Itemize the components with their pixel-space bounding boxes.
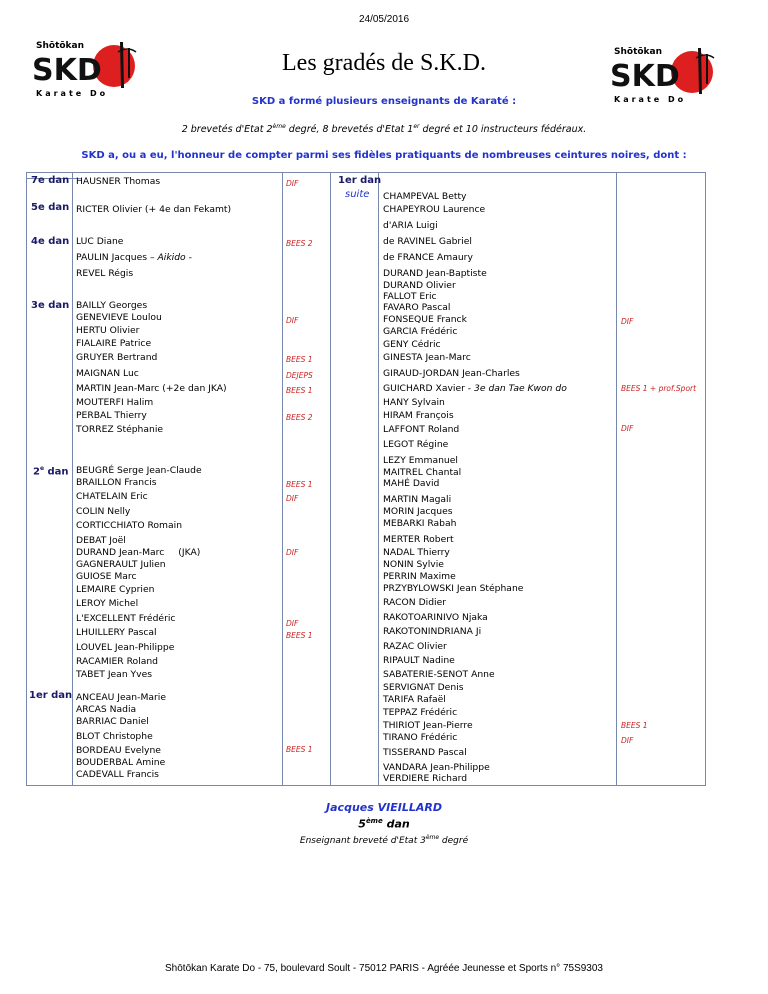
member-name: BEUGRÉ Serge Jean-Claude bbox=[76, 465, 202, 476]
qualification: BEES 1 bbox=[286, 480, 313, 489]
member-name: FALLOT Eric bbox=[383, 291, 437, 302]
member-name: GUICHARD Xavier - 3e dan Tae Kwon do bbox=[383, 383, 567, 394]
dan-4-label: 4e dan bbox=[31, 236, 70, 247]
member-name: LUC Diane bbox=[76, 236, 124, 247]
qualification: DIF bbox=[621, 736, 634, 745]
member-name: MARTIN Jean-Marc (+2e dan JKA) bbox=[76, 383, 227, 394]
page-title: Les gradés de S.K.D. bbox=[282, 50, 486, 76]
dan-1-label: 1er dan bbox=[29, 690, 73, 701]
qualification: DIF bbox=[621, 424, 634, 433]
member-name: PRZYBYLOWSKI Jean Stéphane bbox=[383, 583, 524, 594]
qualification: BEES 1 bbox=[621, 721, 648, 730]
member-name: MORIN Jacques bbox=[383, 506, 453, 517]
dan-1-continued-label: 1er dan bbox=[338, 175, 382, 186]
teacher-certification: Enseignant breveté d'Etat 3ème degré bbox=[299, 834, 469, 846]
member-name: HIRAM François bbox=[383, 410, 454, 421]
member-name: TIRANO Frédéric bbox=[383, 732, 458, 743]
dan-2-label: 2e dan bbox=[33, 465, 69, 478]
member-name: SERVIGNAT Denis bbox=[383, 682, 464, 693]
intro-diplomas: 2 brevetés d'Etat 2ème degré, 8 brevetés d'Etat 1er degré et 10 instructeurs fédéraux. bbox=[181, 123, 587, 136]
member-name: HERTU Olivier bbox=[76, 325, 140, 336]
member-name: LEROY Michel bbox=[76, 598, 139, 609]
member-name: BLOT Christophe bbox=[76, 731, 153, 742]
member-name: LAFFONT Roland bbox=[383, 424, 460, 435]
logo-bottom-text: Karate Do bbox=[36, 89, 109, 98]
logo-top-text: Shōtōkan bbox=[614, 47, 663, 57]
member-name: CHAMPEVAL Betty bbox=[383, 191, 467, 202]
member-name: BORDEAU Evelyne bbox=[76, 745, 161, 756]
member-name: DEBAT Joël bbox=[76, 535, 126, 546]
member-name: VANDARA Jean-Philippe bbox=[383, 762, 490, 773]
member-name: PERRIN Maxime bbox=[383, 571, 456, 582]
member-name: TORREZ Stéphanie bbox=[76, 424, 164, 435]
member-name: MERTER Robert bbox=[383, 534, 454, 545]
member-name: GINESTA Jean-Marc bbox=[383, 352, 471, 363]
member-name: GIRAUD-JORDAN Jean-Charles bbox=[383, 368, 520, 379]
member-name: d'ARIA Luigi bbox=[383, 220, 438, 231]
member-name: GRUYER Bertrand bbox=[76, 352, 158, 363]
member-name: GENEVIEVE Loulou bbox=[76, 312, 162, 323]
member-name: CORTICCHIATO Romain bbox=[76, 520, 183, 531]
member-name: MEBARKI Rabah bbox=[383, 518, 457, 529]
member-name: NONIN Sylvie bbox=[383, 559, 444, 570]
member-name: SABATERIE-SENOT Anne bbox=[383, 669, 495, 680]
member-name: LEZY Emmanuel bbox=[383, 455, 458, 466]
member-name: LHUILLERY Pascal bbox=[76, 627, 157, 638]
member-name: GARCIA Frédéric bbox=[383, 326, 458, 337]
member-name: VERDIERE Richard bbox=[383, 773, 468, 784]
member-name: GUIOSE Marc bbox=[76, 571, 137, 582]
qualification: DIF bbox=[621, 317, 634, 326]
member-name: COLIN Nelly bbox=[76, 506, 131, 517]
member-name: TABET Jean Yves bbox=[76, 669, 153, 680]
member-name: FAVARO Pascal bbox=[383, 302, 451, 313]
member-name: CHAPEYROU Laurence bbox=[383, 204, 486, 215]
member-name: CADEVALL Francis bbox=[76, 769, 159, 780]
member-name: ANCEAU Jean-Marie bbox=[76, 692, 166, 703]
member-name: de FRANCE Amaury bbox=[383, 252, 473, 263]
member-name: TEPPAZ Frédéric bbox=[383, 707, 458, 718]
qualification: DIF bbox=[286, 548, 299, 557]
member-name: BARRIAC Daniel bbox=[76, 716, 149, 727]
continued-label: suite bbox=[345, 189, 370, 200]
member-name: MARTIN Magali bbox=[383, 494, 452, 505]
member-name: BRAILLON Francis bbox=[76, 477, 157, 488]
member-name: LEMAIRE Cyprien bbox=[76, 584, 155, 595]
member-name: HAUSNER Thomas bbox=[76, 176, 161, 187]
member-name: REVEL Régis bbox=[76, 268, 134, 279]
col-divider bbox=[378, 172, 379, 786]
dan-5-label: 5e dan bbox=[31, 202, 70, 213]
member-name: de RAVINEL Gabriel bbox=[383, 236, 472, 247]
member-name: LOUVEL Jean-Philippe bbox=[76, 642, 175, 653]
qualification: BEES 1 + prof.Sport bbox=[621, 384, 697, 393]
qualification: BEES 2 bbox=[286, 239, 313, 248]
teacher-name: Jacques VIEILLARD bbox=[326, 801, 442, 814]
qualification: BEES 1 bbox=[286, 386, 313, 395]
qualification: BEES 1 bbox=[286, 745, 313, 754]
logo-main-text: SKD bbox=[610, 59, 680, 94]
member-name: PERBAL Thierry bbox=[76, 410, 147, 421]
member-name: DURAND Jean-Marc (JKA) bbox=[76, 547, 201, 558]
logo-main-text: SKD bbox=[32, 53, 102, 88]
qualification: BEES 1 bbox=[286, 631, 313, 640]
member-name: RACON Didier bbox=[383, 597, 447, 608]
col-divider bbox=[282, 172, 283, 786]
member-name: GENY Cédric bbox=[383, 339, 441, 350]
logo-top-text: Shōtōkan bbox=[36, 41, 85, 51]
member-name: GAGNERAULT Julien bbox=[76, 559, 166, 570]
member-name: RIPAULT Nadine bbox=[383, 655, 455, 666]
member-name: FONSEQUE Franck bbox=[383, 314, 467, 325]
member-name: LEGOT Régine bbox=[383, 439, 449, 450]
member-name: RACAMIER Roland bbox=[76, 656, 159, 667]
logo-bottom-text: Karate Do bbox=[614, 95, 687, 104]
dan-3-label: 3e dan bbox=[31, 300, 70, 311]
member-name: TARIFA Rafaël bbox=[383, 694, 446, 705]
member-name: RAKOTOARINIVO Njaka bbox=[383, 612, 488, 623]
qualification: DIF bbox=[286, 494, 299, 503]
member-name: PAULIN Jacques – Aikido - bbox=[76, 252, 192, 263]
col-divider bbox=[330, 172, 331, 786]
member-name: FIALAIRE Patrice bbox=[76, 338, 152, 349]
member-name: BOUDERBAL Amine bbox=[76, 757, 166, 768]
qualification: DEJEPS bbox=[286, 371, 313, 380]
member-name: BAILLY Georges bbox=[76, 300, 148, 311]
print-date: 24/05/2016 bbox=[358, 14, 410, 25]
member-name: RAKOTONINDRIANA Ji bbox=[383, 626, 482, 637]
intro-black-belts: SKD a, ou a eu, l'honneur de compter parmi ses fidèles pratiquants de nombreuses ceintures noires, dont : bbox=[81, 150, 687, 161]
member-name: RAZAC Olivier bbox=[383, 641, 447, 652]
qualification: DIF bbox=[286, 179, 299, 188]
member-name: NADAL Thierry bbox=[383, 547, 450, 558]
dan-7-label: 7e dan bbox=[31, 175, 70, 186]
member-name: THIRIOT Jean-Pierre bbox=[383, 720, 473, 731]
member-name: ARCAS Nadia bbox=[76, 704, 137, 715]
member-name: RICTER Olivier (+ 4e dan Fekamt) bbox=[76, 204, 232, 215]
member-name: DURAND Olivier bbox=[383, 280, 456, 291]
footer-address: Shōtōkan Karate Do - 75, boulevard Soult - 75012 PARIS - Agréée Jeunesse et Sports n° 75S9303 bbox=[165, 963, 603, 974]
col-divider bbox=[616, 172, 617, 786]
member-name: MAIGNAN Luc bbox=[76, 368, 139, 379]
member-name: DURAND Jean-Baptiste bbox=[383, 268, 487, 279]
member-name: MAHÉ David bbox=[383, 478, 440, 489]
member-name: L'EXCELLENT Frédéric bbox=[76, 613, 176, 624]
member-name: MAITREL Chantal bbox=[383, 467, 462, 478]
member-name: CHATELAIN Eric bbox=[76, 491, 148, 502]
teacher-grade: 5ème dan bbox=[358, 817, 410, 831]
qualification: DIF bbox=[286, 316, 299, 325]
member-name: TISSERAND Pascal bbox=[383, 747, 467, 758]
qualification: DIF bbox=[286, 619, 299, 628]
member-name: MOUTERFI Halim bbox=[76, 397, 154, 408]
qualification: BEES 2 bbox=[286, 413, 313, 422]
intro-teachers: SKD a formé plusieurs enseignants de Karaté : bbox=[251, 96, 517, 107]
member-name: HANY Sylvain bbox=[383, 397, 445, 408]
qualification: BEES 1 bbox=[286, 355, 313, 364]
